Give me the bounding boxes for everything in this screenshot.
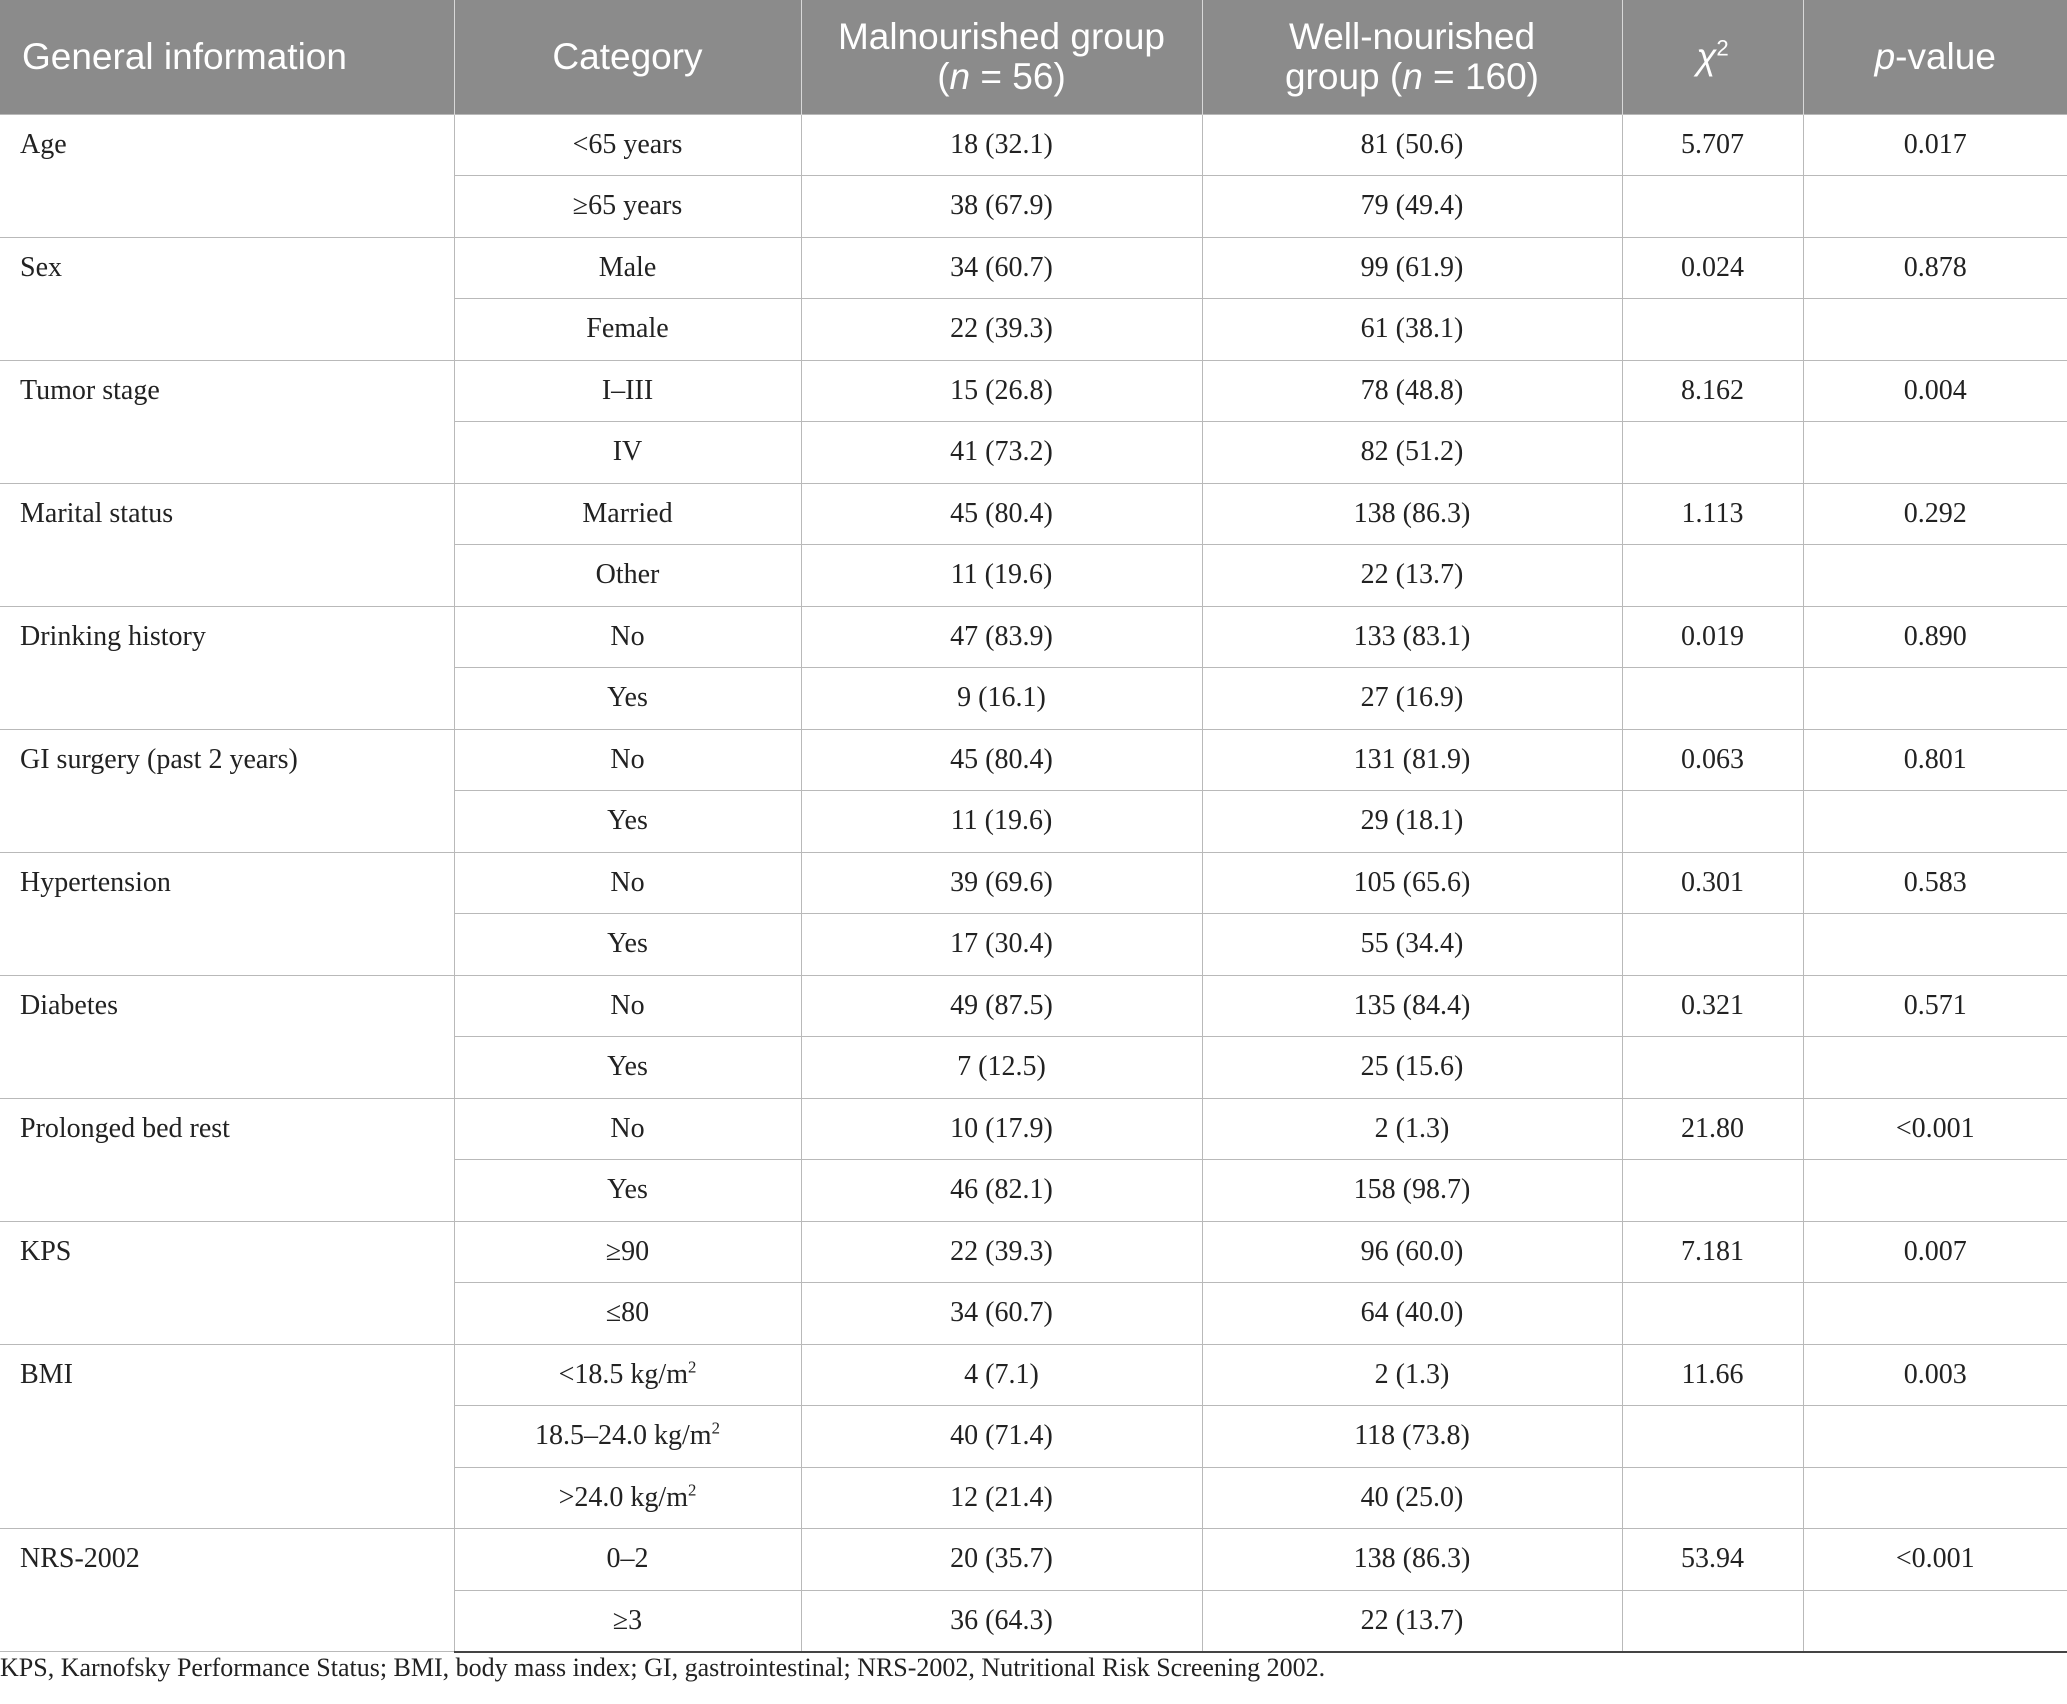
p-value-cell: 0.003 <box>1803 1344 2067 1406</box>
chi-square-cell <box>1622 422 1803 484</box>
p-value-cell: <0.001 <box>1803 1529 2067 1591</box>
malnourished-cell: 45 (80.4) <box>801 729 1202 791</box>
p-value-cell <box>1803 1590 2067 1652</box>
category-cell <box>454 1221 801 1283</box>
table-body <box>0 114 2067 1652</box>
p-value-cell: 0.007 <box>1803 1221 2067 1283</box>
chi-square-cell: 1.113 <box>1622 483 1803 545</box>
category-text: Yes <box>607 682 648 714</box>
well-nourished-cell: 78 (48.8) <box>1202 360 1622 422</box>
well-nourished-cell: 105 (65.6) <box>1202 852 1622 914</box>
category-text: <65 years <box>572 128 683 160</box>
chi-square-cell: 0.019 <box>1622 606 1803 668</box>
well-nourished-cell: 133 (83.1) <box>1202 606 1622 668</box>
malnourished-cell: 9 (16.1) <box>801 668 1202 730</box>
chi-square-cell <box>1622 1406 1803 1468</box>
category-text: >24.0 kg/m <box>558 1481 688 1513</box>
chi-square-cell <box>1622 668 1803 730</box>
p-value-cell: <0.001 <box>1803 1098 2067 1160</box>
general-info-cell: Tumor stage <box>0 360 454 483</box>
category-text: No <box>610 1112 645 1144</box>
category-text: Male <box>598 251 657 283</box>
category-cell <box>454 1590 801 1652</box>
chi-square-cell <box>1622 1037 1803 1099</box>
malnourished-cell: 34 (60.7) <box>801 237 1202 299</box>
chi-square-cell <box>1622 791 1803 853</box>
general-info-cell: Drinking history <box>0 606 454 729</box>
malnourished-cell: 20 (35.7) <box>801 1529 1202 1591</box>
category-cell <box>454 729 801 791</box>
chi-square-cell: 21.80 <box>1622 1098 1803 1160</box>
well-nourished-cell: 131 (81.9) <box>1202 729 1622 791</box>
well-nourished-cell: 81 (50.6) <box>1202 114 1622 176</box>
chi-square-cell: 5.707 <box>1622 114 1803 176</box>
well-nourished-cell: 82 (51.2) <box>1202 422 1622 484</box>
category-cell <box>454 545 801 607</box>
p-value-cell <box>1803 1037 2067 1099</box>
category-text: Yes <box>607 805 648 837</box>
general-info-cell: Diabetes <box>0 975 454 1098</box>
header-p-italic: p <box>1874 35 1896 77</box>
malnourished-cell: 4 (7.1) <box>801 1344 1202 1406</box>
malnourished-cell: 45 (80.4) <box>801 483 1202 545</box>
p-value-cell: 0.583 <box>1803 852 2067 914</box>
p-value-cell <box>1803 1467 2067 1529</box>
header-mal-line1: Malnourished group <box>837 15 1166 57</box>
chi-square-cell <box>1622 914 1803 976</box>
general-info-cell: Hypertension <box>0 852 454 975</box>
category-text: No <box>610 989 645 1021</box>
chi-square-cell: 7.181 <box>1622 1221 1803 1283</box>
well-nourished-cell: 22 (13.7) <box>1202 1590 1622 1652</box>
well-nourished-cell: 2 (1.3) <box>1202 1098 1622 1160</box>
malnourished-cell: 12 (21.4) <box>801 1467 1202 1529</box>
p-value-cell <box>1803 299 2067 361</box>
well-nourished-cell: 2 (1.3) <box>1202 1344 1622 1406</box>
table-row <box>0 606 2067 668</box>
well-nourished-cell: 99 (61.9) <box>1202 237 1622 299</box>
p-value-cell <box>1803 176 2067 238</box>
p-value-cell: 0.017 <box>1803 114 2067 176</box>
category-text: Yes <box>607 1051 648 1083</box>
malnourished-cell: 46 (82.1) <box>801 1160 1202 1222</box>
p-value-cell: 0.878 <box>1803 237 2067 299</box>
table-footnote: KPS, Karnofsky Performance Status; BMI, body mass index; GI, gastrointestinal; NRS-2002, Nutritional Risk Screening 2002. <box>0 1653 1326 1682</box>
table-row <box>0 360 2067 422</box>
chi-square-cell <box>1622 299 1803 361</box>
category-cell <box>454 1098 801 1160</box>
p-value-cell <box>1803 914 2067 976</box>
malnourished-cell: 41 (73.2) <box>801 422 1202 484</box>
header-row <box>0 0 2067 114</box>
category-text: 18.5–24.0 kg/m <box>535 1420 712 1452</box>
category-text: Yes <box>607 928 648 960</box>
well-nourished-cell: 79 (49.4) <box>1202 176 1622 238</box>
table-row <box>0 1529 2067 1591</box>
p-value-cell: 0.890 <box>1803 606 2067 668</box>
category-cell <box>454 483 801 545</box>
well-nourished-cell: 64 (40.0) <box>1202 1283 1622 1345</box>
header-well-n-value: = 160) <box>1422 55 1540 97</box>
chi-square-cell: 0.301 <box>1622 852 1803 914</box>
category-cell <box>454 791 801 853</box>
header-general: General information <box>0 0 454 114</box>
chi-square-cell <box>1622 1467 1803 1529</box>
well-nourished-cell: 138 (86.3) <box>1202 483 1622 545</box>
p-value-cell: 0.571 <box>1803 975 2067 1037</box>
category-cell <box>454 914 801 976</box>
malnourished-cell: 38 (67.9) <box>801 176 1202 238</box>
malnourished-cell: 39 (69.6) <box>801 852 1202 914</box>
chi-square-cell <box>1622 1160 1803 1222</box>
well-nourished-cell: 27 (16.9) <box>1202 668 1622 730</box>
well-nourished-cell: 158 (98.7) <box>1202 1160 1622 1222</box>
category-text: No <box>610 866 645 898</box>
p-value-cell: 0.292 <box>1803 483 2067 545</box>
category-text: IV <box>612 436 643 468</box>
table-row <box>0 1221 2067 1283</box>
category-text: ≥3 <box>612 1604 643 1636</box>
well-nourished-cell: 61 (38.1) <box>1202 299 1622 361</box>
p-value-cell <box>1803 791 2067 853</box>
chi-square-cell <box>1622 176 1803 238</box>
chi-square-cell: 0.024 <box>1622 237 1803 299</box>
table-row <box>0 852 2067 914</box>
category-cell <box>454 360 801 422</box>
category-text: 0–2 <box>606 1543 649 1575</box>
header-mal-n: n <box>949 55 971 97</box>
p-value-cell <box>1803 422 2067 484</box>
malnourished-cell: 17 (30.4) <box>801 914 1202 976</box>
malnourished-cell: 22 (39.3) <box>801 1221 1202 1283</box>
p-value-cell: 0.004 <box>1803 360 2067 422</box>
p-value-cell: 0.801 <box>1803 729 2067 791</box>
header-chi-square <box>1622 0 1803 114</box>
general-info-cell: BMI <box>0 1344 454 1529</box>
header-category: Category <box>454 0 801 114</box>
table-row <box>0 483 2067 545</box>
chi-square-cell: 53.94 <box>1622 1529 1803 1591</box>
header-well-prefix: group ( <box>1284 55 1403 97</box>
table-row <box>0 1344 2067 1406</box>
chi-square-cell: 0.321 <box>1622 975 1803 1037</box>
category-text: No <box>610 620 645 652</box>
malnourished-cell: 18 (32.1) <box>801 114 1202 176</box>
category-text: <18.5 kg/m <box>558 1358 688 1390</box>
p-value-cell <box>1803 545 2067 607</box>
category-text: No <box>610 743 645 775</box>
general-info-cell: NRS-2002 <box>0 1529 454 1652</box>
chi-square-cell <box>1622 545 1803 607</box>
malnourished-cell: 47 (83.9) <box>801 606 1202 668</box>
category-cell <box>454 668 801 730</box>
malnourished-cell: 36 (64.3) <box>801 1590 1202 1652</box>
table-row <box>0 729 2067 791</box>
general-info-cell: KPS <box>0 1221 454 1344</box>
category-unit-sup: 2 <box>711 1418 720 1438</box>
table-row <box>0 975 2067 1037</box>
well-nourished-cell: 55 (34.4) <box>1202 914 1622 976</box>
well-nourished-cell: 138 (86.3) <box>1202 1529 1622 1591</box>
well-nourished-cell: 96 (60.0) <box>1202 1221 1622 1283</box>
category-text: Other <box>595 559 660 591</box>
chi-square-cell: 0.063 <box>1622 729 1803 791</box>
category-text: I–III <box>601 374 654 406</box>
category-text: Married <box>582 497 673 529</box>
general-info-cell: Age <box>0 114 454 237</box>
chi-square-cell: 8.162 <box>1622 360 1803 422</box>
malnourished-cell: 11 (19.6) <box>801 791 1202 853</box>
well-nourished-cell: 118 (73.8) <box>1202 1406 1622 1468</box>
category-cell <box>454 1283 801 1345</box>
category-cell <box>454 1406 801 1468</box>
malnourished-cell: 49 (87.5) <box>801 975 1202 1037</box>
category-cell <box>454 422 801 484</box>
header-p-value <box>1803 0 2067 114</box>
category-unit-sup: 2 <box>687 1480 697 1500</box>
well-nourished-cell: 22 (13.7) <box>1202 545 1622 607</box>
well-nourished-cell: 135 (84.4) <box>1202 975 1622 1037</box>
header-well-line1: Well-nourished <box>1288 15 1536 57</box>
category-text: ≥65 years <box>572 190 683 222</box>
header-malnourished: Malnourished group (n = 56) <box>801 0 1202 114</box>
category-text: Yes <box>607 1174 648 1206</box>
malnourished-cell: 34 (60.7) <box>801 1283 1202 1345</box>
category-cell <box>454 176 801 238</box>
malnourished-cell: 7 (12.5) <box>801 1037 1202 1099</box>
category-text: ≤80 <box>605 1297 650 1329</box>
category-cell <box>454 975 801 1037</box>
category-cell <box>454 114 801 176</box>
well-nourished-cell: 25 (15.6) <box>1202 1037 1622 1099</box>
p-value-cell <box>1803 1406 2067 1468</box>
category-cell <box>454 606 801 668</box>
category-cell <box>454 1160 801 1222</box>
header-well-n: n <box>1402 55 1423 97</box>
category-cell <box>454 1037 801 1099</box>
chi-square-cell: 11.66 <box>1622 1344 1803 1406</box>
p-value-cell <box>1803 1160 2067 1222</box>
chi-square-cell <box>1622 1283 1803 1345</box>
category-cell <box>454 1344 801 1406</box>
header-well-nourished <box>1202 0 1622 114</box>
p-value-cell <box>1803 1283 2067 1345</box>
category-text: Female <box>586 313 669 345</box>
malnourished-cell: 22 (39.3) <box>801 299 1202 361</box>
general-info-cell: Sex <box>0 237 454 360</box>
category-text: ≥90 <box>605 1235 650 1267</box>
chi-square-cell <box>1622 1590 1803 1652</box>
general-info-cell: Prolonged bed rest <box>0 1098 454 1221</box>
well-nourished-cell: 29 (18.1) <box>1202 791 1622 853</box>
malnourished-cell: 11 (19.6) <box>801 545 1202 607</box>
category-cell <box>454 1467 801 1529</box>
malnourished-cell: 10 (17.9) <box>801 1098 1202 1160</box>
header-p-rest: -value <box>1895 35 1996 77</box>
header-chi-sup: 2 <box>1716 35 1729 61</box>
category-cell <box>454 237 801 299</box>
table-row <box>0 237 2067 299</box>
malnourished-cell: 40 (71.4) <box>801 1406 1202 1468</box>
p-value-cell <box>1803 668 2067 730</box>
category-cell <box>454 299 801 361</box>
malnourished-cell: 15 (26.8) <box>801 360 1202 422</box>
general-info-cell: GI surgery (past 2 years) <box>0 729 454 852</box>
header-mal-n-value: = 56) <box>970 55 1066 97</box>
category-cell <box>454 852 801 914</box>
well-nourished-cell: 40 (25.0) <box>1202 1467 1622 1529</box>
general-info-cell: Marital status <box>0 483 454 606</box>
category-cell <box>454 1529 801 1591</box>
category-unit-sup: 2 <box>687 1357 697 1377</box>
header-chi-symbol: χ <box>1696 35 1717 77</box>
table-row <box>0 114 2067 176</box>
table-row <box>0 1098 2067 1160</box>
